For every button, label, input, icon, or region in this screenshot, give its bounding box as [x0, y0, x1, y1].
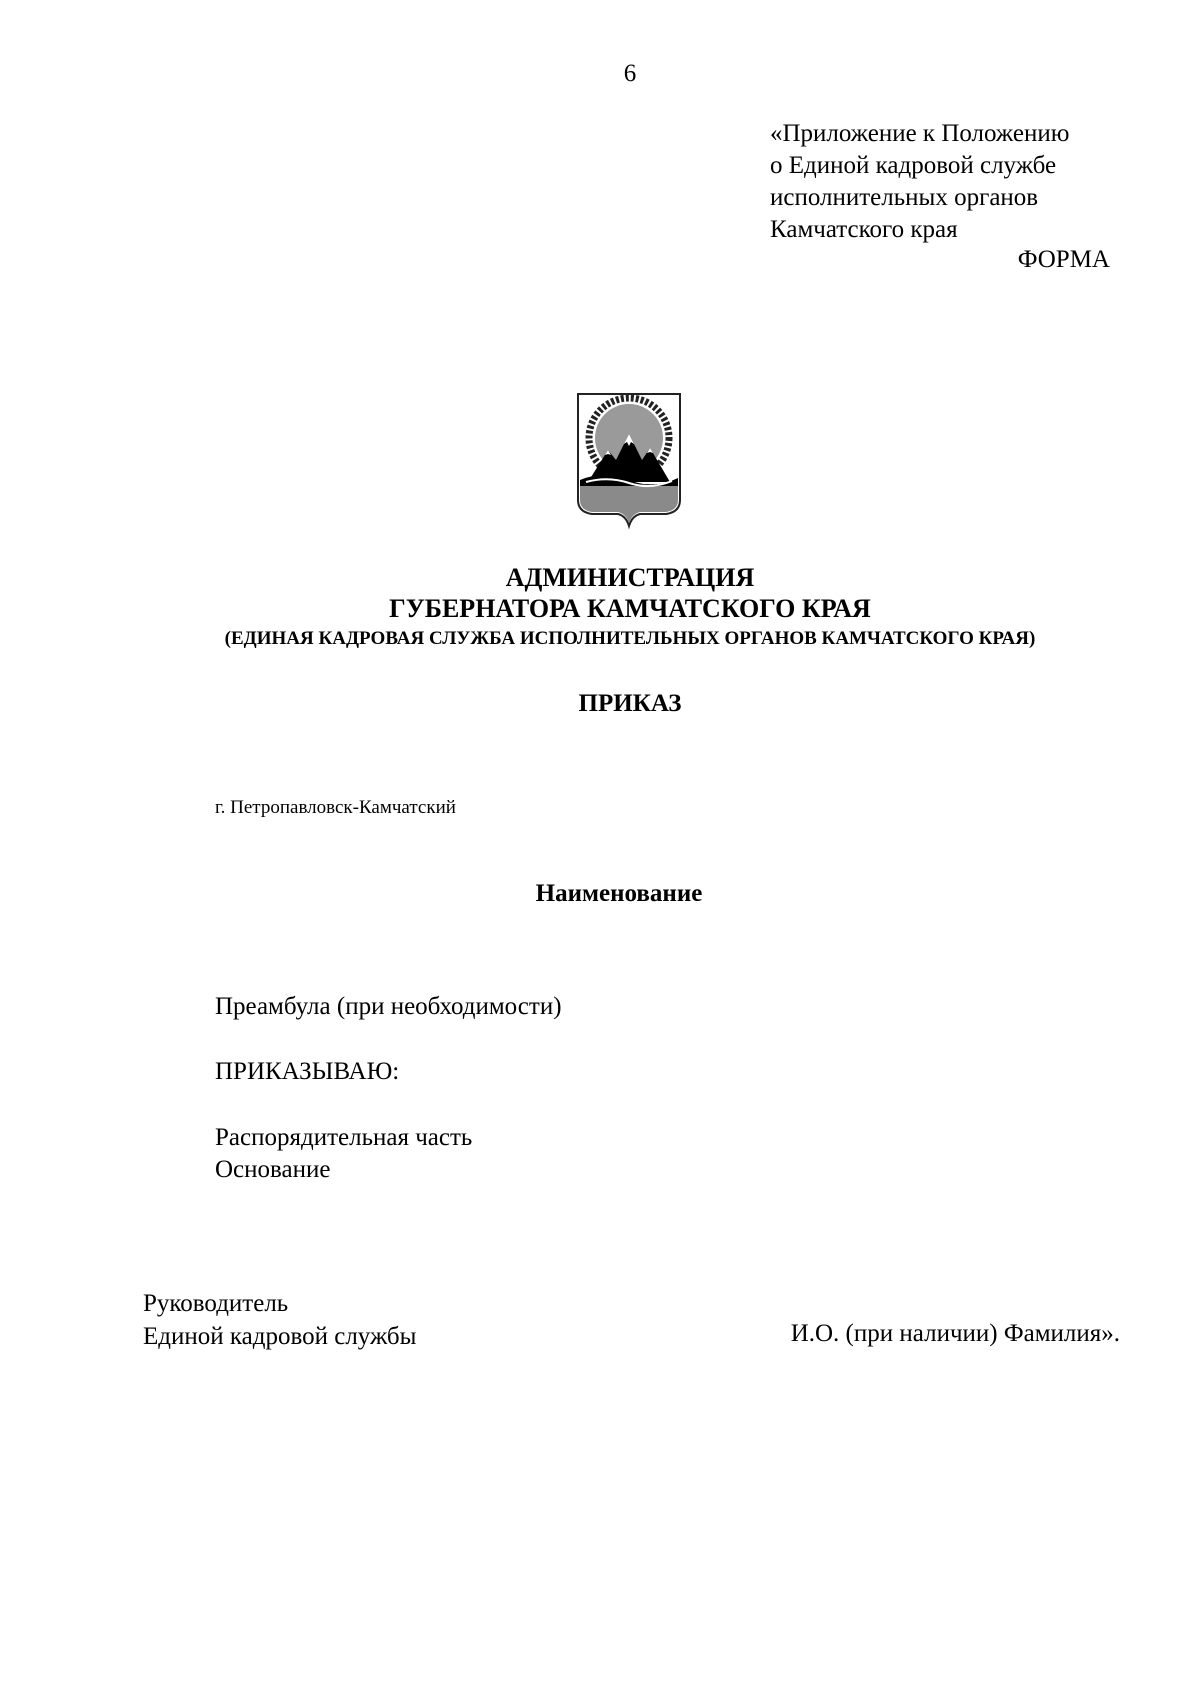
page-number: 6 — [623, 60, 637, 87]
kamchatka-coat-of-arms-icon — [574, 390, 684, 530]
signatory-position — [143, 1287, 416, 1353]
form-label: ФОРМА — [1017, 246, 1110, 273]
signatory-position-line2: Единой кадровой службы — [143, 1323, 417, 1350]
city-line: г. Петропавловск-Камчатский — [215, 797, 456, 818]
document-type: ПРИКАЗ — [578, 690, 682, 717]
organization-title-line2: ГУБЕРНАТОРА КАМЧАТСКОГО КРАЯ — [389, 594, 871, 623]
organization-title — [0, 562, 1200, 624]
signatory-position-line1: Руководитель — [143, 1290, 289, 1317]
appendix-line: исполнительных органов — [770, 184, 1039, 211]
appendix-line: Камчатского края — [770, 216, 958, 243]
appendix-line: о Единой кадровой службе — [770, 152, 1057, 179]
appendix-caption — [770, 118, 1069, 246]
order-word: ПРИКАЗЫВАЮ: — [215, 1058, 400, 1085]
organization-title-line1: АДМИНИСТРАЦИЯ — [505, 563, 755, 592]
document-title: Наименование — [535, 880, 703, 907]
operative-part: Распорядительная часть — [215, 1124, 473, 1151]
organization-subtitle: (ЕДИНАЯ КАДРОВАЯ СЛУЖБА ИСПОЛНИТЕЛЬНЫХ ОРГАНОВ КАМЧАТСКОГО КРАЯ) — [224, 628, 1036, 649]
appendix-line: «Приложение к Положению — [770, 120, 1070, 147]
basis-text: Основание — [215, 1156, 331, 1183]
preamble-text: Преамбула (при необходимости) — [215, 993, 562, 1020]
signatory-name: И.О. (при наличии) Фамилия». — [790, 1320, 1120, 1347]
